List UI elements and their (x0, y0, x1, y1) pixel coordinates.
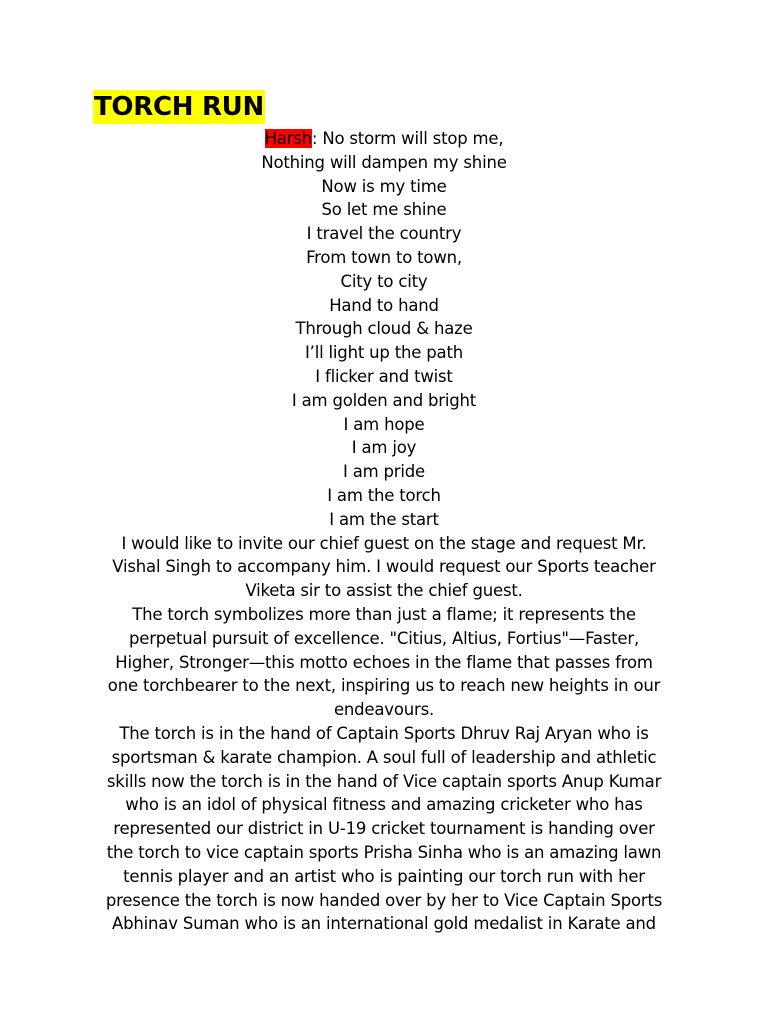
poem-line: I am the start (329, 509, 439, 529)
paragraph-line: who is an idol of physical fitness and amazing cricketer who has (125, 795, 643, 815)
paragraph-line: represented our district in U-19 cricket tournament is handing over (113, 819, 655, 839)
paragraph-line: perpetual pursuit of excellence. "Citius, Altius, Fortius"—Faster, (128, 628, 640, 648)
paragraph-line: Viketa sir to assist the chief guest. (245, 581, 523, 601)
paragraph-line: The torch symbolizes more than just a flame; it represents the (132, 604, 636, 624)
poem-line: Nothing will dampen my shine (261, 152, 507, 172)
paragraph-line: presence the torch is now handed over by her to Vice Captain Sports (105, 890, 663, 910)
poem-line: So let me shine (321, 200, 447, 220)
poem-line: I travel the country (306, 224, 462, 244)
speaker-name: Harsh (264, 129, 312, 148)
poem-line: I am the torch (327, 485, 441, 505)
paragraph-line: tennis player and an artist who is painting our torch run with her (123, 866, 645, 886)
poem-line: I flicker and twist (315, 366, 453, 386)
paragraph-line: Abhinav Suman who is an international gold medalist in Karate and (112, 914, 656, 934)
paragraph-line: skills now the torch is in the hand of Vice captain sports Anup Kumar (106, 771, 662, 791)
paragraph-line: Higher, Stronger—this motto echoes in the flame that passes from (115, 652, 653, 672)
poem-line: I am hope (343, 414, 425, 434)
paragraph-line: Vishal Singh to accompany him. I would request our Sports teacher (112, 557, 656, 577)
poem-line: City to city (340, 271, 428, 291)
paragraph-line: the torch to vice captain sports Prisha Sinha who is an amazing lawn (106, 842, 662, 862)
paragraph-line: I would like to invite our chief guest on the stage and request Mr. (121, 533, 647, 553)
poem-line-first (90, 127, 678, 151)
poem-line: Through cloud & haze (295, 319, 473, 339)
poem-line: I am pride (342, 462, 425, 482)
document-title: TORCH RUN (94, 92, 264, 122)
poem-line: Hand to hand (329, 295, 439, 315)
poem-line-first-text: : No storm will stop me, (311, 129, 504, 148)
document-body (90, 127, 678, 936)
paragraph-line: endeavours. (333, 700, 435, 720)
paragraph-line: sportsman & karate champion. A soul full of leadership and athletic (111, 747, 657, 767)
paragraph-line: one torchbearer to the next, inspiring us to reach new heights in our (107, 676, 661, 696)
poem-line: I’ll light up the path (305, 343, 463, 363)
paragraph-line: The torch is in the hand of Captain Sports Dhruv Raj Aryan who is (119, 723, 649, 743)
poem-line: From town to town, (306, 247, 462, 267)
poem-line: Now is my time (321, 176, 447, 196)
poem-line: I am joy (351, 438, 417, 458)
poem-line: I am golden and bright (291, 390, 477, 410)
